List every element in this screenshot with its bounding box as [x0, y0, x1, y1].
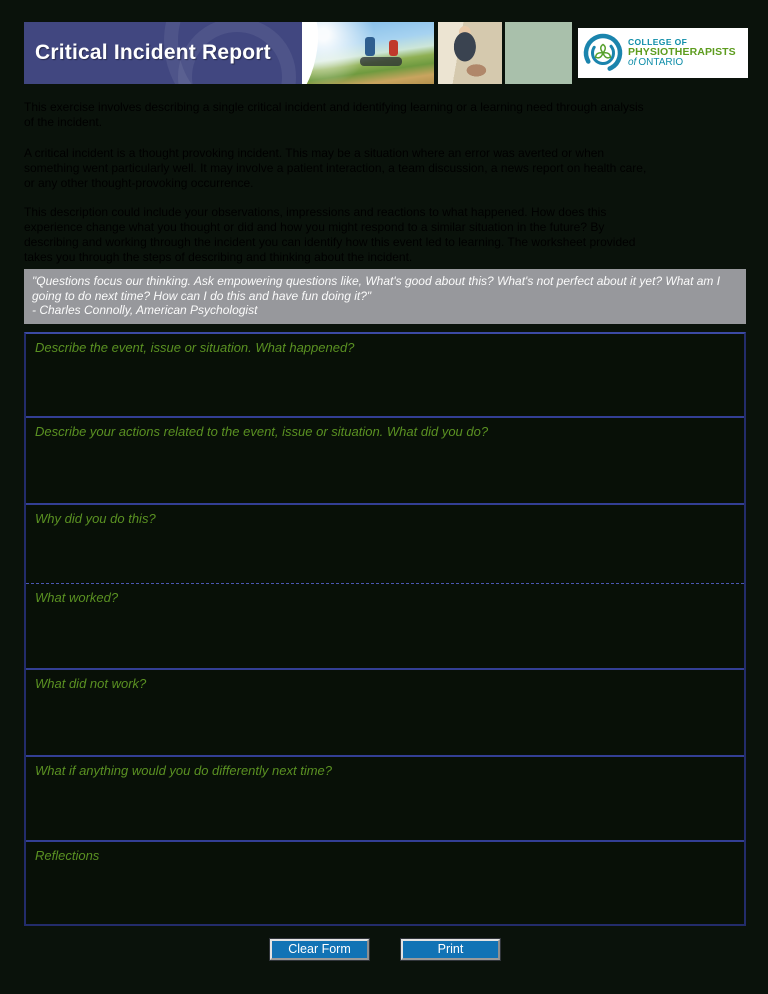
reflections-input[interactable]: [26, 863, 744, 924]
banner-photo-cyclists: [302, 22, 434, 84]
field-label: Describe the event, issue or situation. What happened?: [35, 339, 355, 355]
do-differently-input[interactable]: [26, 778, 744, 840]
why-did-you-do-this-input[interactable]: [26, 526, 744, 583]
form-field-what-worked: [26, 583, 744, 668]
cyclist-figure-red: [389, 40, 398, 56]
logo-line-college-of: COLLEGE OF: [628, 36, 688, 47]
what-worked-input[interactable]: [26, 605, 744, 668]
college-logo: [578, 28, 748, 78]
incident-form: [24, 332, 746, 926]
quote-attribution: - Charles Connolly, American Psychologist: [32, 303, 258, 317]
quote-text: "Questions focus our thinking. Ask empowering questions like, What's good about this? What's not perfect about it yet? What am I going to do next time? How can I do this and have fun doing it?": [32, 274, 721, 303]
logo-line-of-ontario: of ONTARIO: [628, 56, 684, 68]
banner-photo-pool-exercise: [505, 22, 572, 84]
form-field-what-did-not-work: [26, 668, 744, 755]
quote-box: [24, 269, 746, 324]
bicycle-shape: [360, 57, 402, 66]
what-did-not-work-input[interactable]: [26, 691, 744, 755]
field-label: What did not work?: [35, 675, 147, 691]
field-label: Describe your actions related to the event, issue or situation. What did you do?: [35, 423, 489, 439]
logo-line-physiotherapists: PHYSIOTHERAPISTS: [628, 45, 736, 58]
college-logo-icon: [582, 32, 624, 74]
your-actions-input[interactable]: [26, 439, 744, 503]
header-banner: [24, 22, 746, 84]
form-field-your-actions: [26, 416, 744, 503]
field-label: What worked?: [35, 589, 119, 605]
field-label: Reflections: [35, 847, 100, 863]
intro-paragraph-1: This exercise involves describing a single critical incident and identifying learning or a learning need through analysis of the incident.: [24, 100, 644, 129]
banner-photo-physiotherapy: [438, 22, 502, 84]
form-field-do-differently: [26, 755, 744, 840]
cyclist-figure-blue: [365, 37, 375, 56]
clear-form-button[interactable]: Clear Form: [270, 939, 369, 960]
intro-paragraph-3: This description could include your observations, impressions and reactions to what happened. How does this experience change what you thought or did and how you might respond to a similar situation in the future? By describing and working through the incident you can identify how this event led to learning. The worksheet provided takes you through the steps of describing and thinking about the incident.: [24, 205, 636, 264]
form-field-what-happened: [26, 334, 744, 416]
form-field-reflections: [26, 840, 744, 924]
intro-paragraph-2: A critical incident is a thought provoking incident. This may be a situation where an error was averted or when something went particularly well. It may involve a patient interaction, a team discussion, a news report on health care, or any other thought-provoking occurrence.: [24, 146, 647, 190]
field-label: Why did you do this?: [35, 510, 156, 526]
form-field-why-did-you-do-this: [26, 503, 744, 583]
form-buttons: [24, 939, 746, 960]
banner-title-block: [24, 22, 302, 84]
field-label: What if anything would you do differently next time?: [35, 762, 332, 778]
page-title: Critical Incident Report: [35, 41, 271, 64]
college-logo-text: [628, 38, 736, 68]
print-button[interactable]: Print: [401, 939, 500, 960]
what-happened-input[interactable]: [26, 355, 744, 416]
